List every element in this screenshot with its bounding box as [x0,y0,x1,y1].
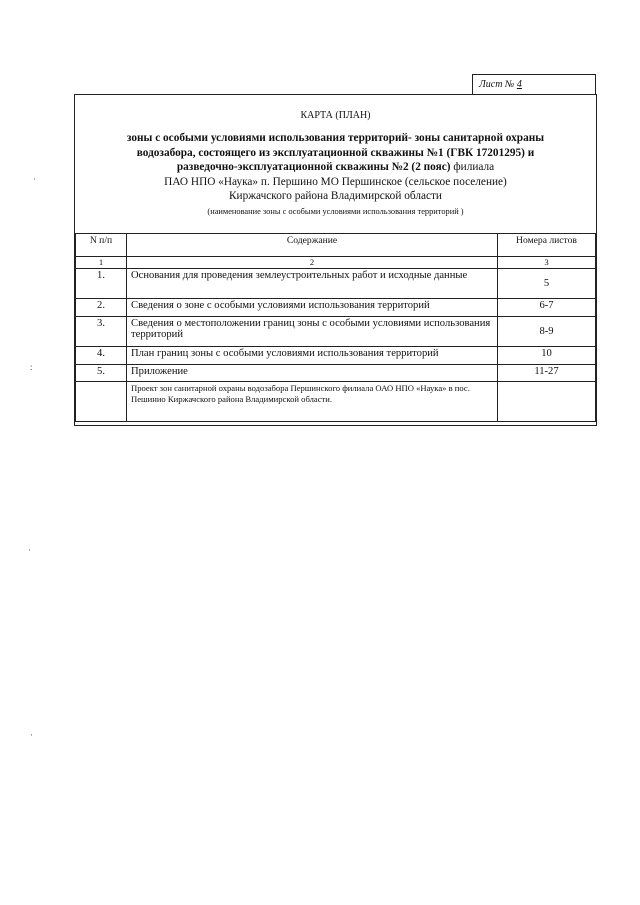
desc-line-1: зоны с особыми условиями использования территорий- зоны санитарной охраны [126,132,545,144]
row-num [76,382,127,422]
row-sheets: 8-9 [498,317,596,347]
sheet-number: 4 [516,79,522,90]
table-row [76,269,596,299]
row-content: Основания для проведения землеустроительных работ и исходные данные [127,269,498,299]
sheet-label: Лист № [479,79,515,90]
table-header-row [76,234,596,257]
row-content: Сведения о местоположении границ зоны с особыми условиями использования территорий [127,317,498,347]
table-row [76,365,596,382]
row-num: 2. [76,299,127,317]
index-cell: 1 [76,257,127,269]
header-num: N п/п [76,234,127,257]
zone-name-caption: (наименование зоны с особыми условиями использования территорий ) [207,207,464,216]
row-sheets [498,382,596,422]
row-content: Проект зон санитарной охраны водозабора Першинского филиала ОАО НПО «Наука» в пос. Пешинио Киржачского района Владимирской области. [127,382,498,422]
desc-line-3-tail: филиала [450,161,495,173]
row-num: 3. [76,317,127,347]
desc-line-3-bold: разведочно-эксплуатационной скважины №2 (2 пояс) [176,161,451,173]
sheet-number-box [472,74,596,94]
row-content: Приложение [127,365,498,382]
desc-line-5: Киржачского района Владимирской области [229,190,442,202]
document-header [75,95,596,234]
row-num: 4. [76,347,127,365]
desc-line-2: водозабора, состоящего из эксплуатационной скважины №1 (ГВК 17201295) и [136,146,535,159]
row-content: Сведения о зоне с особыми условиями использования территорий [127,299,498,317]
table-row [76,299,596,317]
table-row [76,382,596,422]
scan-speck: · [30,730,33,740]
table-index-row [76,257,596,269]
row-content: План границ зоны с особыми условиями использования территорий [127,347,498,365]
scan-speck: · [28,545,31,555]
document-title: КАРТА (ПЛАН) [300,110,371,121]
desc-line-4: ПАО НПО «Наука» п. Першино МО Першинское (сельское поселение) [164,175,507,188]
index-cell: 2 [127,257,498,269]
row-num: 1. [76,269,127,299]
contents-table [75,233,596,422]
header-content: Содержание [127,234,498,257]
zone-description [75,131,596,204]
row-sheets: 10 [498,347,596,365]
row-sheets: 6-7 [498,299,596,317]
row-sheets: 5 [498,269,596,299]
row-num: 5. [76,365,127,382]
row-sheets: 11-27 [498,365,596,382]
document-frame [74,94,597,426]
header-sheets: Номера листов [498,234,596,257]
table-row [76,347,596,365]
table-row [76,317,596,347]
index-cell: 3 [498,257,596,269]
scan-speck: : [30,362,33,372]
scan-speck: · [33,174,36,184]
